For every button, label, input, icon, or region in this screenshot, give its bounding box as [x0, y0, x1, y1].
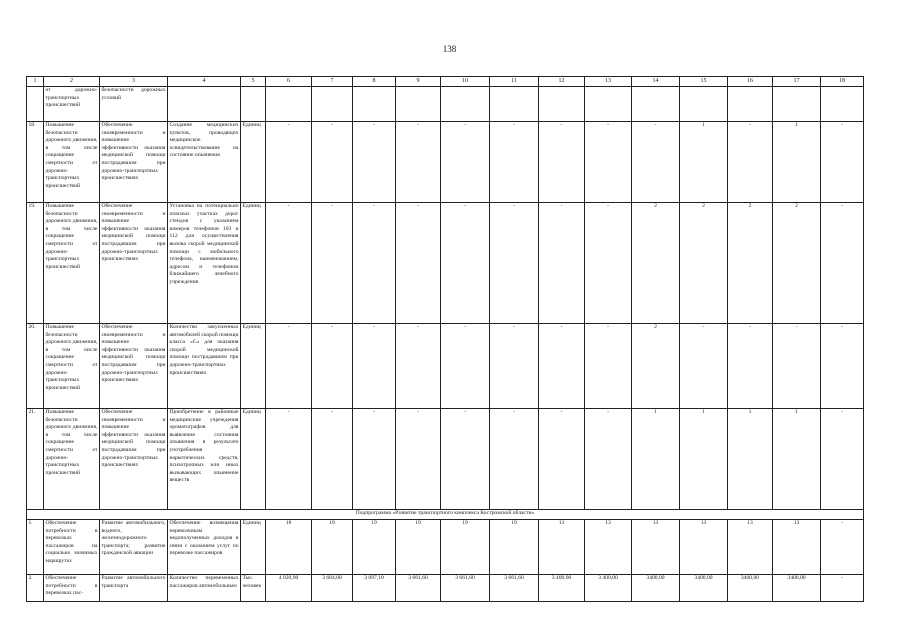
column-number: 2	[44, 77, 100, 87]
indicator-cell: Количество перевезенных пассажиров автомобильным	[168, 575, 241, 602]
value-cell: -	[353, 409, 396, 510]
value-cell: -	[585, 409, 632, 510]
value-cell: 1	[632, 409, 680, 510]
value-cell: -	[490, 324, 539, 409]
column-number: 10	[441, 77, 490, 87]
value-cell: 13	[632, 520, 680, 575]
value-cell: -	[539, 122, 585, 203]
row-number-cell: 21.	[27, 409, 44, 510]
indicator-cell: Обеспечение возмещения перевозчикам недополученных доходов в связи с оказанием услуг по перевозке пассажиров	[168, 520, 241, 575]
table-row	[27, 122, 864, 203]
unit-cell	[241, 87, 266, 122]
goal-cell: Повышение безопасности дорожного движения, в том числе сокращение смертности от дорожно-транспортных происшествий	[44, 409, 100, 510]
value-cell: -	[728, 324, 773, 409]
value-cell: -	[396, 409, 441, 510]
value-cell: -	[821, 122, 864, 203]
column-number: 1	[27, 77, 44, 87]
unit-cell: Единиц	[241, 324, 266, 409]
task-cell: Развитие автомобильного транспорта	[100, 575, 168, 602]
task-cell: Обеспечение своевременности и повышение эффективности оказания медицинской помощи пострадавшим при дорожно-транспортных происшествиях	[100, 324, 168, 409]
row-number-cell: 2.	[27, 575, 44, 602]
value-cell: 19	[353, 520, 396, 575]
value-cell: 13	[539, 520, 585, 575]
goal-cell: Обеспечение потребности в перевозках пас-	[44, 575, 100, 602]
indicators-table	[26, 76, 864, 602]
task-cell: Обеспечение своевременности и повышение эффективности оказания медицинской помощи пострадавшим при дорожно-транспортных происшествиях	[100, 203, 168, 324]
value-cell: -	[266, 409, 312, 510]
value-cell: -	[266, 324, 312, 409]
value-cell: -	[821, 203, 864, 324]
value-cell	[585, 87, 632, 122]
column-number: 9	[396, 77, 441, 87]
value-cell	[773, 87, 821, 122]
value-cell: 3400,00	[680, 575, 728, 602]
value-cell: -	[632, 122, 680, 203]
value-cell	[312, 87, 353, 122]
page-number: 138	[442, 44, 457, 54]
table-row	[27, 409, 864, 510]
value-cell: -	[539, 324, 585, 409]
indicator-cell: Создание медицинских пунктов, проводящих медицинское освидетельствование на состояние опьянения	[168, 122, 241, 203]
value-cell	[821, 87, 864, 122]
value-cell: -	[396, 203, 441, 324]
value-cell	[490, 87, 539, 122]
task-cell: Обеспечение своевременности и повышение эффективности оказания медицинской помощи пострадавшим при дорожно-транспортных происшествиях	[100, 409, 168, 510]
row-number-cell: 19.	[27, 203, 44, 324]
value-cell	[441, 87, 490, 122]
value-cell: -	[773, 324, 821, 409]
column-number: 5	[241, 77, 266, 87]
continuation-row	[27, 87, 864, 122]
value-cell: 2	[680, 203, 728, 324]
value-cell: -	[585, 203, 632, 324]
value-cell: 19	[396, 520, 441, 575]
value-cell: -	[266, 122, 312, 203]
indicator-cell: Количество закупленных автомобилей скорой помощи класса «С» для оказания скорой медицинской помощи пострадавшим при дорожно-транспортных происшествиях	[168, 324, 241, 409]
table-row	[27, 575, 864, 602]
value-cell: -	[353, 122, 396, 203]
value-cell: -	[353, 203, 396, 324]
value-cell	[680, 87, 728, 122]
value-cell: 2	[773, 203, 821, 324]
row-number-cell: 20.	[27, 324, 44, 409]
column-number-row	[27, 77, 864, 87]
column-number: 12	[539, 77, 585, 87]
task-cell: безопасности дорожных условий	[100, 87, 168, 122]
column-number: 15	[680, 77, 728, 87]
unit-cell: Единиц	[241, 520, 266, 575]
value-cell: -	[490, 122, 539, 203]
value-cell: 19	[441, 520, 490, 575]
column-number: 13	[585, 77, 632, 87]
task-cell: Обеспечение своевременности и повышение эффективности оказания медицинской помощи пострадавшим при дорожно-транспортных происшествиях	[100, 122, 168, 203]
value-cell	[728, 87, 773, 122]
value-cell: -	[821, 324, 864, 409]
row-number-cell: 1.	[27, 520, 44, 575]
value-cell: 3 661,60	[396, 575, 441, 602]
indicator-cell: Установка на потенциально опасных участках дорог стендов с указанием номеров телефонов 103 и 112 для осуществления вызова скорой медицинской помощи с мобильного телефона, наименованием, адресом и телефоном ближайшего лечебного учреждения	[168, 203, 241, 324]
value-cell: -	[539, 409, 585, 510]
value-cell: 19	[312, 520, 353, 575]
value-cell: 19	[490, 520, 539, 575]
value-cell: -	[539, 203, 585, 324]
column-number: 4	[168, 77, 241, 87]
indicator-cell: Приобретение в районные медицинские учреждения хроматографов для выявления состояния опьянения в результате употребления наркотических средств, психотропных или иных вызывающих опьянение веществ	[168, 409, 241, 510]
unit-cell: Единиц	[241, 122, 266, 203]
value-cell: 13	[728, 520, 773, 575]
column-number: 14	[632, 77, 680, 87]
goal-cell: Повышение безопасности дорожного движения, в том числе сокращение смертности от дорожно-транспортных происшествий	[44, 324, 100, 409]
value-cell: 3 097,10	[353, 575, 396, 602]
value-cell: -	[441, 324, 490, 409]
value-cell: 13	[680, 520, 728, 575]
value-cell: -	[353, 324, 396, 409]
value-cell: 3 400,00	[585, 575, 632, 602]
column-number: 18	[821, 77, 864, 87]
value-cell: 1	[773, 409, 821, 510]
unit-cell: Единиц	[241, 409, 266, 510]
table-row	[27, 324, 864, 409]
value-cell: 2	[632, 203, 680, 324]
column-number: 3	[100, 77, 168, 87]
value-cell	[396, 87, 441, 122]
value-cell: 3 661,60	[490, 575, 539, 602]
value-cell: -	[441, 203, 490, 324]
value-cell: 1	[680, 409, 728, 510]
value-cell: -	[490, 409, 539, 510]
column-number: 11	[490, 77, 539, 87]
value-cell: -	[585, 324, 632, 409]
value-cell: -	[728, 122, 773, 203]
value-cell: 3 661,60	[441, 575, 490, 602]
goal-cell: Обеспечение потребности в перевозках пассажиров на социально значимых маршрутах	[44, 520, 100, 575]
value-cell: 13	[585, 520, 632, 575]
value-cell: -	[396, 122, 441, 203]
goal-cell: Повышение безопасности дорожного движения, в том числе сокращение смертности от дорожно-транспортных происшествий	[44, 122, 100, 203]
value-cell: -	[312, 203, 353, 324]
row-number-cell	[27, 87, 44, 122]
subprogram-title: Подпрограмма «Развитие транспортного комплекса Костромской области»	[27, 510, 864, 520]
value-cell: 2	[728, 203, 773, 324]
value-cell: -	[312, 324, 353, 409]
value-cell: 3 604,00	[312, 575, 353, 602]
column-number: 16	[728, 77, 773, 87]
value-cell: 1	[773, 122, 821, 203]
column-number: 6	[266, 77, 312, 87]
value-cell: -	[585, 122, 632, 203]
value-cell: 3 400,00	[539, 575, 585, 602]
row-number-cell: 18.	[27, 122, 44, 203]
value-cell: 18	[266, 520, 312, 575]
value-cell: -	[312, 409, 353, 510]
value-cell: -	[266, 203, 312, 324]
value-cell: -	[441, 122, 490, 203]
indicator-cell	[168, 87, 241, 122]
value-cell: 3400,00	[773, 575, 821, 602]
table-row	[27, 203, 864, 324]
unit-cell: Единиц	[241, 203, 266, 324]
value-cell	[632, 87, 680, 122]
value-cell: 1	[728, 409, 773, 510]
column-number: 17	[773, 77, 821, 87]
section-row	[27, 510, 864, 520]
value-cell: -	[441, 409, 490, 510]
column-number: 8	[353, 77, 396, 87]
value-cell: -	[312, 122, 353, 203]
value-cell	[353, 87, 396, 122]
value-cell: -	[680, 324, 728, 409]
value-cell: 3400,00	[728, 575, 773, 602]
value-cell: -	[396, 324, 441, 409]
unit-cell: Тыс. человек	[241, 575, 266, 602]
value-cell: 1	[680, 122, 728, 203]
value-cell: -	[490, 203, 539, 324]
value-cell: 4 020,90	[266, 575, 312, 602]
column-number: 7	[312, 77, 353, 87]
value-cell: -	[821, 575, 864, 602]
goal-cell: Повышение безопасности дорожного движения, в том числе сокращение смертности от дорожно-транспортных происшествий	[44, 203, 100, 324]
value-cell: 2	[632, 324, 680, 409]
value-cell: 3400,00	[632, 575, 680, 602]
value-cell: 13	[773, 520, 821, 575]
value-cell: -	[821, 520, 864, 575]
table-row	[27, 520, 864, 575]
value-cell	[266, 87, 312, 122]
task-cell: Развитие автомобильного, водного, железнодорожного транспорта; развитие гражданской авиации	[100, 520, 168, 575]
value-cell	[539, 87, 585, 122]
goal-cell: от дорожно-транспортных происшествий	[44, 87, 100, 122]
value-cell: -	[821, 409, 864, 510]
